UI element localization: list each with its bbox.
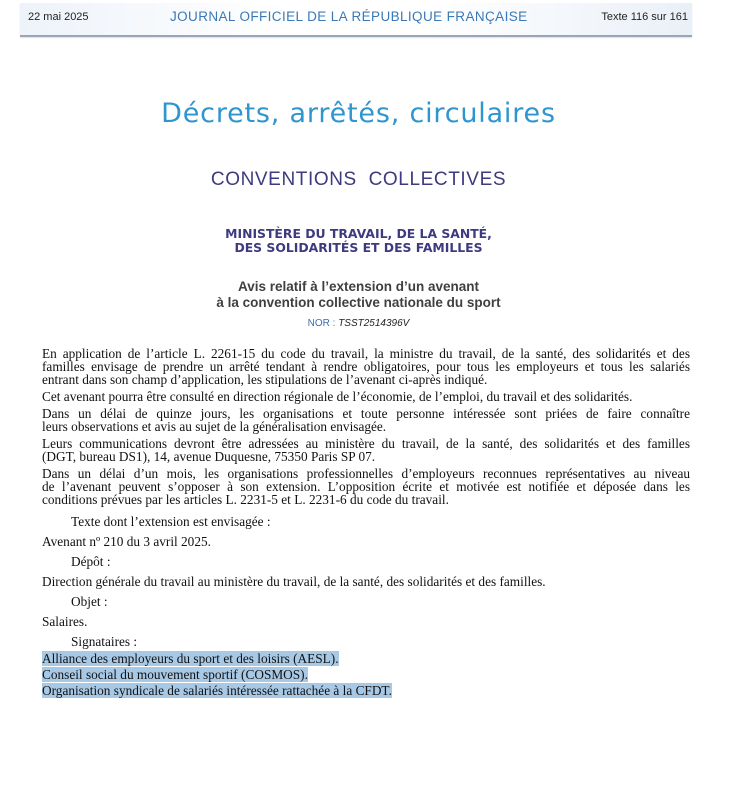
journal-header bbox=[20, 3, 692, 37]
paragraph-line: (DGT, bureau DS1), 14, avenue Duquesne, 75350 Paris SP 07. bbox=[42, 449, 376, 464]
signataires-list bbox=[42, 651, 690, 699]
paragraphs bbox=[42, 347, 690, 506]
signataire-item[interactable]: Alliance des employeurs du sport et des loisirs (AESL). bbox=[42, 651, 339, 666]
notice-body bbox=[42, 347, 690, 699]
nor-label: NOR : bbox=[307, 318, 339, 329]
body-paragraph bbox=[42, 390, 690, 403]
publication-date: 22 mai 2025 bbox=[28, 11, 89, 23]
objet-label: Objet : bbox=[71, 594, 108, 609]
journal-title: JOURNAL OFFICIEL DE LA RÉPUBLIQUE FRANÇAISE bbox=[170, 9, 528, 24]
notice-title-line-1: Avis relatif à l’extension d’un avenant bbox=[237, 279, 480, 294]
ministry-line-2: DES SOLIDARITÉS ET DES FAMILLES bbox=[234, 240, 483, 255]
paragraph-line: leurs observations et avis au sujet de la généralisation envisagée. bbox=[42, 419, 387, 434]
fields-block bbox=[42, 515, 690, 699]
paragraph-line: de l’avenant peuvent s’opposer à son extension. L’opposition écrite et motivée est notifiée et déposée dans les bbox=[42, 479, 690, 494]
signataire-item[interactable]: Organisation syndicale de salariés intéressée rattachée à la CFDT. bbox=[42, 683, 392, 698]
nor-value: TSST2514396V bbox=[338, 318, 410, 329]
page-info: Texte 116 sur 161 bbox=[601, 11, 688, 23]
signataires-label: Signataires : bbox=[71, 634, 138, 649]
rubric-title: CONVENTIONS COLLECTIVES bbox=[210, 169, 507, 190]
section-title: Décrets, arrêtés, circulaires bbox=[161, 98, 556, 129]
notice-title bbox=[0, 279, 717, 311]
body-paragraph bbox=[42, 407, 690, 433]
depot-value: Direction générale du travail au ministère du travail, de la santé, des solidarités et des familles. bbox=[42, 574, 546, 589]
texte-value: Avenant nº 210 du 3 avril 2025. bbox=[42, 534, 211, 549]
body-paragraph bbox=[42, 347, 690, 386]
notice-title-line-2: à la convention collective nationale du sport bbox=[216, 295, 501, 310]
body-paragraph bbox=[42, 467, 690, 506]
paragraph-line: Dans un délai de quinze jours, les organisations et toute personne intéressée sont priées de faire connaître bbox=[42, 406, 690, 421]
paragraph-line: entrant dans son champ d’application, les stipulations de l’avenant ci-après indiqué. bbox=[42, 372, 488, 387]
ministry-line-1: MINISTÈRE DU TRAVAIL, DE LA SANTÉ, bbox=[225, 226, 492, 241]
ministry-name bbox=[0, 227, 717, 255]
depot-label: Dépôt : bbox=[71, 554, 111, 569]
objet-value: Salaires. bbox=[42, 614, 88, 629]
paragraph-line: Cet avenant pourra être consulté en direction régionale de l’économie, de l’emploi, du travail et des solidarités. bbox=[42, 389, 633, 404]
texte-label: Texte dont l’extension est envisagée : bbox=[71, 514, 271, 529]
paragraph-line: Leurs communications devront être adressées au ministère du travail, de la santé, des solidarités et des familles bbox=[42, 436, 690, 451]
paragraph-line: conditions prévues par les articles L. 2231-5 et L. 2231-6 du code du travail. bbox=[42, 492, 449, 507]
body-paragraph bbox=[42, 437, 690, 463]
paragraph-line: Dans un délai d’un mois, les organisations professionnelles d’employeurs reconnues représentatives au niveau bbox=[42, 466, 690, 481]
signataire-item[interactable]: Conseil social du mouvement sportif (COSMOS). bbox=[42, 667, 308, 682]
paragraph-line: En application de l’article L. 2261-15 du code du travail, la ministre du travail, de la santé, des solidarités et des bbox=[42, 346, 690, 361]
nor-reference bbox=[0, 318, 717, 329]
paragraph-line: familles envisage de prendre un arrêté tendant à rendre obligatoires, pour tous les employeurs et tous les salariés bbox=[42, 359, 690, 374]
